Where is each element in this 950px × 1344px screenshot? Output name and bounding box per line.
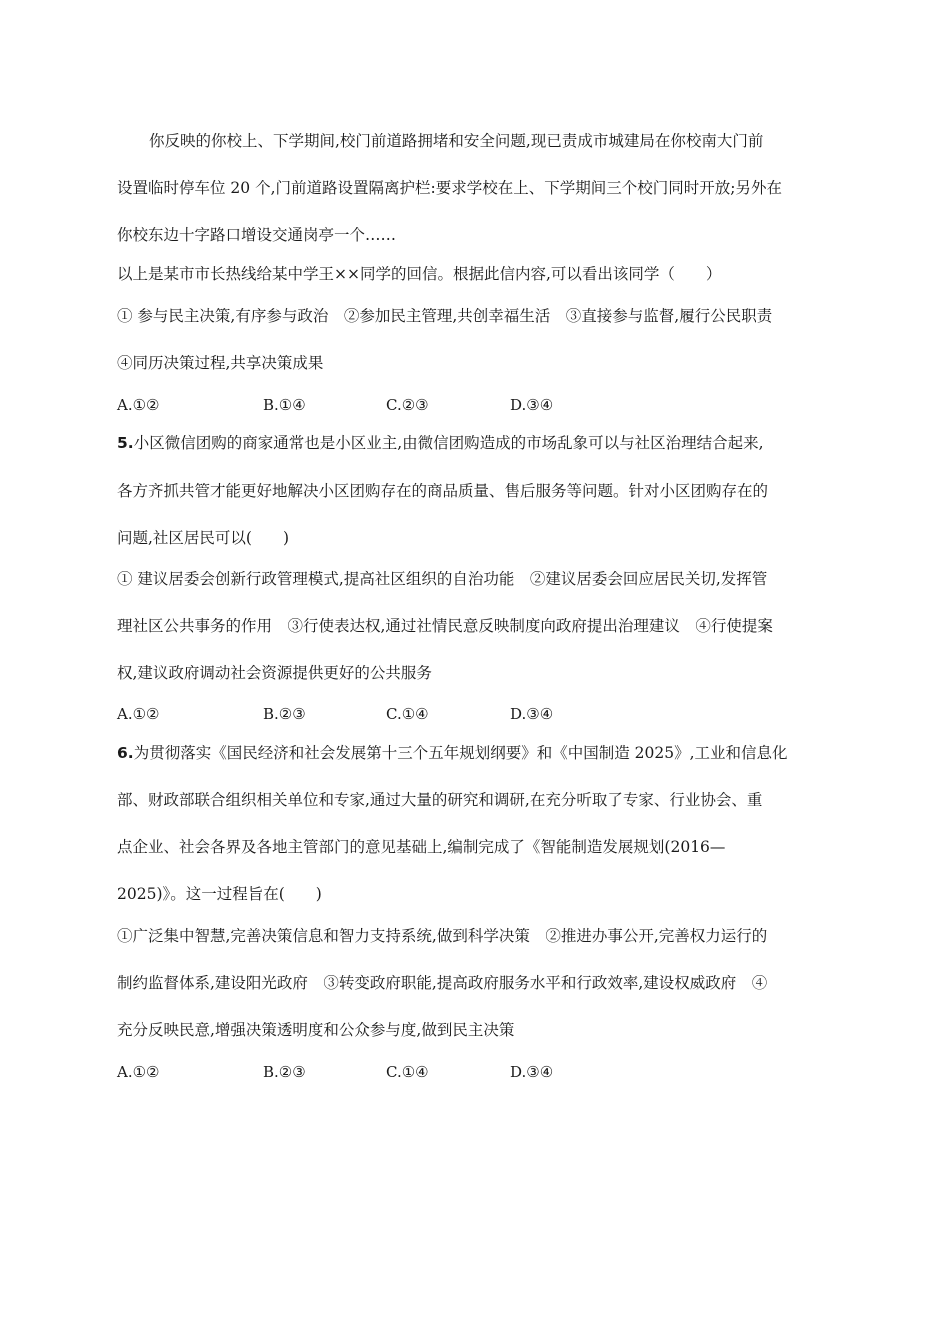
- option-b[interactable]: B.②③: [263, 705, 306, 723]
- question-6-stem-text: 为贯彻落实《国民经济和社会发展第十三个五年规划纲要》和《中国制造 2025》,工业和信息化: [133, 744, 788, 762]
- option-a[interactable]: A.①②: [117, 396, 160, 414]
- question-6-statement: 充分反映民意,增强决策透明度和公众参与度,做到民主决策: [117, 1021, 515, 1039]
- option-a[interactable]: A.①②: [117, 705, 160, 723]
- question-6-stem: 2025)》。这一过程旨在( ): [117, 885, 322, 903]
- question-6-stem: 部、财政部联合组织相关单位和专家,通过大量的研究和调研,在充分听取了专家、行业协会、重: [117, 791, 763, 809]
- question-5-stem: 各方齐抓共管才能更好地解决小区团购存在的商品质量、售后服务等问题。针对小区团购存在的: [117, 482, 769, 500]
- question-5-statement: ① 建议居委会创新行政管理模式,提高社区组织的自治功能 ②建议居委会回应居民关切,发挥管: [117, 570, 768, 588]
- question-number: 5.: [117, 434, 134, 452]
- question-6-statement: ①广泛集中智慧,完善决策信息和智力支持系统,做到科学决策 ②推进办事公开,完善权力运行的: [117, 927, 768, 945]
- passage-line: 你反映的你校上、下学期间,校门前道路拥堵和安全问题,现已责成市城建局在你校南大门前: [149, 132, 764, 150]
- option-d[interactable]: D.③④: [510, 1063, 554, 1081]
- option-d[interactable]: D.③④: [510, 396, 554, 414]
- question-5-statement: 权,建议政府调动社会资源提供更好的公共服务: [117, 664, 432, 682]
- question-5-stem-text: 小区微信团购的商家通常也是小区业主,由微信团购造成的市场乱象可以与社区治理结合起来,: [133, 434, 764, 452]
- question-number: 6.: [117, 744, 134, 762]
- question-4-statement: ④同历决策过程,共享决策成果: [117, 354, 324, 372]
- passage-line: 设置临时停车位 20 个,门前道路设置隔离护栏:要求学校在上、下学期间三个校门同时开放;另外在: [117, 179, 782, 197]
- question-6-stem: 点企业、社会各界及各地主管部门的意见基础上,编制完成了《智能制造发展规划(2016—: [117, 838, 726, 856]
- option-b[interactable]: B.②③: [263, 1063, 306, 1081]
- option-d[interactable]: D.③④: [510, 705, 554, 723]
- question-5-stem: [117, 432, 764, 454]
- question-4-statement: ① 参与民主决策,有序参与政治 ②参加民主管理,共创幸福生活 ③直接参与监督,履行公民职责: [117, 307, 773, 325]
- option-c[interactable]: C.①④: [386, 705, 429, 723]
- question-5-stem: 问题,社区居民可以( ): [117, 529, 290, 547]
- question-4-stem: 以上是某市市长热线给某中学王××同学的回信。根据此信内容,可以看出该同学（ ）: [117, 265, 722, 283]
- question-6-stem: [117, 742, 788, 764]
- question-6-statement: 制约监督体系,建设阳光政府 ③转变政府职能,提高政府服务水平和行政效率,建设权威政府 ④: [117, 974, 768, 992]
- question-5-statement: 理社区公共事务的作用 ③行使表达权,通过社情民意反映制度向政府提出治理建议 ④行使提案: [117, 617, 773, 635]
- option-c[interactable]: C.①④: [386, 1063, 429, 1081]
- option-b[interactable]: B.①④: [263, 396, 306, 414]
- option-c[interactable]: C.②③: [386, 396, 429, 414]
- passage-line: 你校东边十字路口增设交通岗亭一个……: [117, 226, 397, 244]
- option-a[interactable]: A.①②: [117, 1063, 160, 1081]
